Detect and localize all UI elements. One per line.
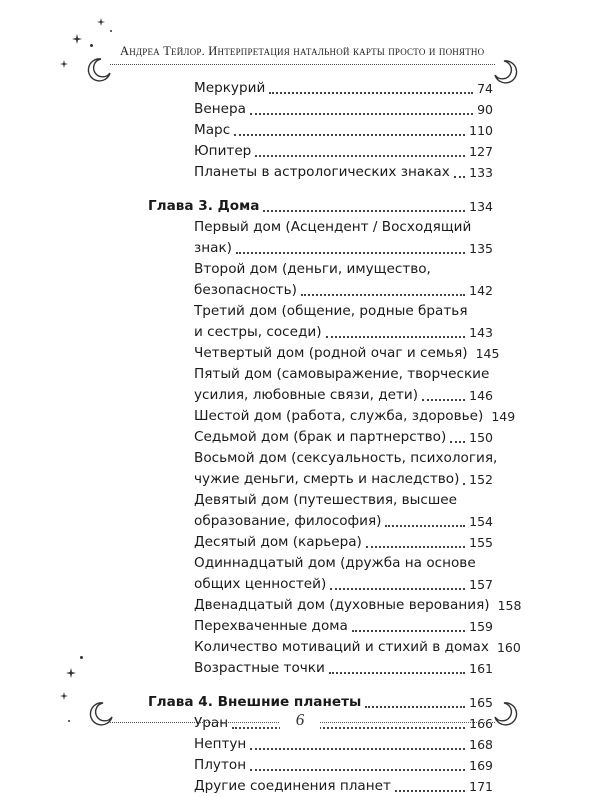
toc-entry xyxy=(148,448,498,490)
toc-entry xyxy=(148,259,493,301)
toc-entry-title: Пятый дом (самовыражение, творческие xyxy=(194,366,490,382)
toc-entry xyxy=(148,616,493,637)
toc-entry-title: Уран xyxy=(194,715,229,731)
toc-page-number: 133 xyxy=(469,165,493,180)
star-icon xyxy=(60,60,68,68)
toc-group-outer-planets xyxy=(148,713,493,797)
dot-leader xyxy=(385,525,465,527)
toc-entry-title: Двенадцатый дом (духовные верования) xyxy=(194,597,490,613)
toc-page-number: 154 xyxy=(469,514,493,529)
star-icon xyxy=(97,18,105,26)
toc-chapter-title: Глава 4. Внешние планеты xyxy=(148,694,362,710)
toc-entry xyxy=(148,637,521,658)
dot-icon xyxy=(110,30,112,32)
toc-entry xyxy=(148,141,493,162)
header-dotted-rule xyxy=(110,64,495,65)
toc-entry xyxy=(148,595,522,616)
toc-chapter-entry xyxy=(148,196,493,217)
toc-page-number: 74 xyxy=(477,81,493,96)
toc-page-number: 168 xyxy=(469,737,493,752)
toc-entry-title: безопасность) xyxy=(194,282,297,298)
toc-page-number: 145 xyxy=(475,346,500,361)
dot-leader xyxy=(395,790,465,792)
toc-entry xyxy=(148,364,493,406)
toc-entry xyxy=(148,120,493,141)
toc-entry-title: Четвертый дом (родной очаг и семья) xyxy=(194,345,468,361)
toc-entry-title: Седьмой дом (брак и партнерство) xyxy=(194,429,447,445)
toc-page-number: 127 xyxy=(469,144,493,159)
toc-page-number: 169 xyxy=(469,758,493,773)
dot-leader xyxy=(234,134,465,136)
toc-entry-title: Плутон xyxy=(194,757,247,773)
toc-entry-title: усилия, любовные связи, дети) xyxy=(194,387,419,403)
toc-page-number: 143 xyxy=(469,325,493,340)
dot-icon xyxy=(90,44,93,47)
toc-page-number: 165 xyxy=(469,695,493,710)
toc-entry xyxy=(148,99,493,120)
toc-entry-title: Другие соединения планет xyxy=(194,778,391,794)
crescent-moon-icon xyxy=(86,700,114,728)
dot-leader xyxy=(250,113,473,115)
toc-page-number: 134 xyxy=(469,199,493,214)
toc-group-planets xyxy=(148,78,493,183)
toc-entry-title: Перехваченные дома xyxy=(194,618,348,634)
toc-entry-title: Количество мотиваций и стихий в домах xyxy=(194,639,489,655)
toc-entry xyxy=(148,755,493,776)
toc-entry xyxy=(148,734,493,755)
toc-page-number: 159 xyxy=(469,619,493,634)
toc-entry-title: Второй дом (деньги, имущество, xyxy=(194,261,431,277)
toc-page-number: 158 xyxy=(497,598,522,613)
toc-page-number: 110 xyxy=(469,123,493,138)
star-icon xyxy=(72,34,82,44)
toc-entry-title: Юпитер xyxy=(194,143,252,159)
toc-entry-title: Шестой дом (работа, служба, здоровье) xyxy=(194,408,484,424)
toc-page-number: 152 xyxy=(469,472,493,487)
dot-leader xyxy=(365,706,465,708)
toc-entry xyxy=(148,427,493,448)
crescent-moon-icon xyxy=(493,700,521,728)
star-icon xyxy=(66,668,76,678)
dot-leader xyxy=(255,155,465,157)
toc-entry-title: Десятый дом (карьера) xyxy=(194,534,362,550)
dot-leader xyxy=(263,210,465,212)
toc-chapter-3 xyxy=(148,196,493,217)
toc-entry-title: Девятый дом (путешествия, высшее xyxy=(194,492,458,508)
toc-page-number: 150 xyxy=(469,430,493,445)
toc-entry xyxy=(148,490,493,532)
toc-entry-title: Меркурий xyxy=(194,80,266,96)
dot-leader xyxy=(463,483,465,485)
toc-page-number: 157 xyxy=(469,577,493,592)
dot-leader xyxy=(422,399,465,401)
page-number: 6 xyxy=(280,710,320,730)
toc-chapter-4 xyxy=(148,692,493,713)
dot-leader xyxy=(232,727,465,729)
toc-entry-title: чужие деньги, смерть и наследство) xyxy=(194,471,460,487)
toc-page-number: 166 xyxy=(469,716,493,731)
toc-entry-title: Марс xyxy=(194,122,231,138)
toc-entry-title: и сестры, соседи) xyxy=(194,324,322,340)
toc-entry-title: Одиннадцатый дом (дружба на основе xyxy=(194,555,476,571)
toc-entry xyxy=(148,162,493,183)
dot-leader xyxy=(450,441,465,443)
toc-entry-title: образование, философия) xyxy=(194,513,382,529)
toc-entry-title: Венера xyxy=(194,101,246,117)
toc-entry-title: Третий дом (общение, родные братья xyxy=(194,303,468,319)
toc-entry xyxy=(148,658,493,679)
toc-page-number: 160 xyxy=(496,640,521,655)
dot-leader xyxy=(301,294,465,296)
toc-entry-title: Восьмой дом (сексуальность, психология, xyxy=(194,450,498,466)
star-icon xyxy=(60,692,68,700)
toc-entry-title: Возрастные точки xyxy=(194,660,325,676)
dot-leader xyxy=(250,769,465,771)
toc-entry-title: знак) xyxy=(194,240,232,256)
toc-page-number: 142 xyxy=(469,283,493,298)
dot-leader xyxy=(330,588,465,590)
toc-entry-title: Нептун xyxy=(194,736,247,752)
toc-page-number: 149 xyxy=(491,409,516,424)
toc-entry xyxy=(148,217,493,259)
toc-entry xyxy=(148,78,493,99)
toc-entry-title: Планеты в астрологических знаках xyxy=(194,164,450,180)
table-of-contents xyxy=(148,78,522,797)
dot-leader xyxy=(236,252,465,254)
toc-entry xyxy=(148,532,493,553)
crescent-moon-icon xyxy=(84,56,112,84)
toc-page-number: 161 xyxy=(469,661,493,676)
dot-icon xyxy=(80,656,83,659)
toc-entry xyxy=(148,301,493,343)
dot-leader xyxy=(366,546,465,548)
toc-page-number: 90 xyxy=(477,102,493,117)
toc-entry-title: Первый дом (Асцендент / Восходящий xyxy=(194,219,472,235)
dot-leader xyxy=(352,630,465,632)
toc-entry-title: общих ценностей) xyxy=(194,576,327,592)
toc-page-number: 135 xyxy=(469,241,493,256)
dot-leader xyxy=(454,176,465,178)
toc-entry xyxy=(148,713,493,734)
toc-entry xyxy=(148,553,493,595)
running-header-title: Андреа Тейлор. Интерпретация натальной карты просто и понятно xyxy=(120,44,485,58)
toc-entry xyxy=(148,776,493,797)
toc-chapter-entry xyxy=(148,692,493,713)
dot-leader xyxy=(326,336,466,338)
toc-page-number: 171 xyxy=(469,779,493,794)
toc-chapter-title: Глава 3. Дома xyxy=(148,198,260,214)
toc-entry xyxy=(148,406,516,427)
dot-leader xyxy=(329,672,465,674)
toc-page-number: 155 xyxy=(469,535,493,550)
crescent-moon-icon xyxy=(493,58,521,86)
toc-entry xyxy=(148,343,500,364)
toc-page-number: 146 xyxy=(469,388,493,403)
dot-leader xyxy=(269,92,473,94)
toc-group-houses xyxy=(148,217,522,679)
dot-icon xyxy=(68,720,70,722)
